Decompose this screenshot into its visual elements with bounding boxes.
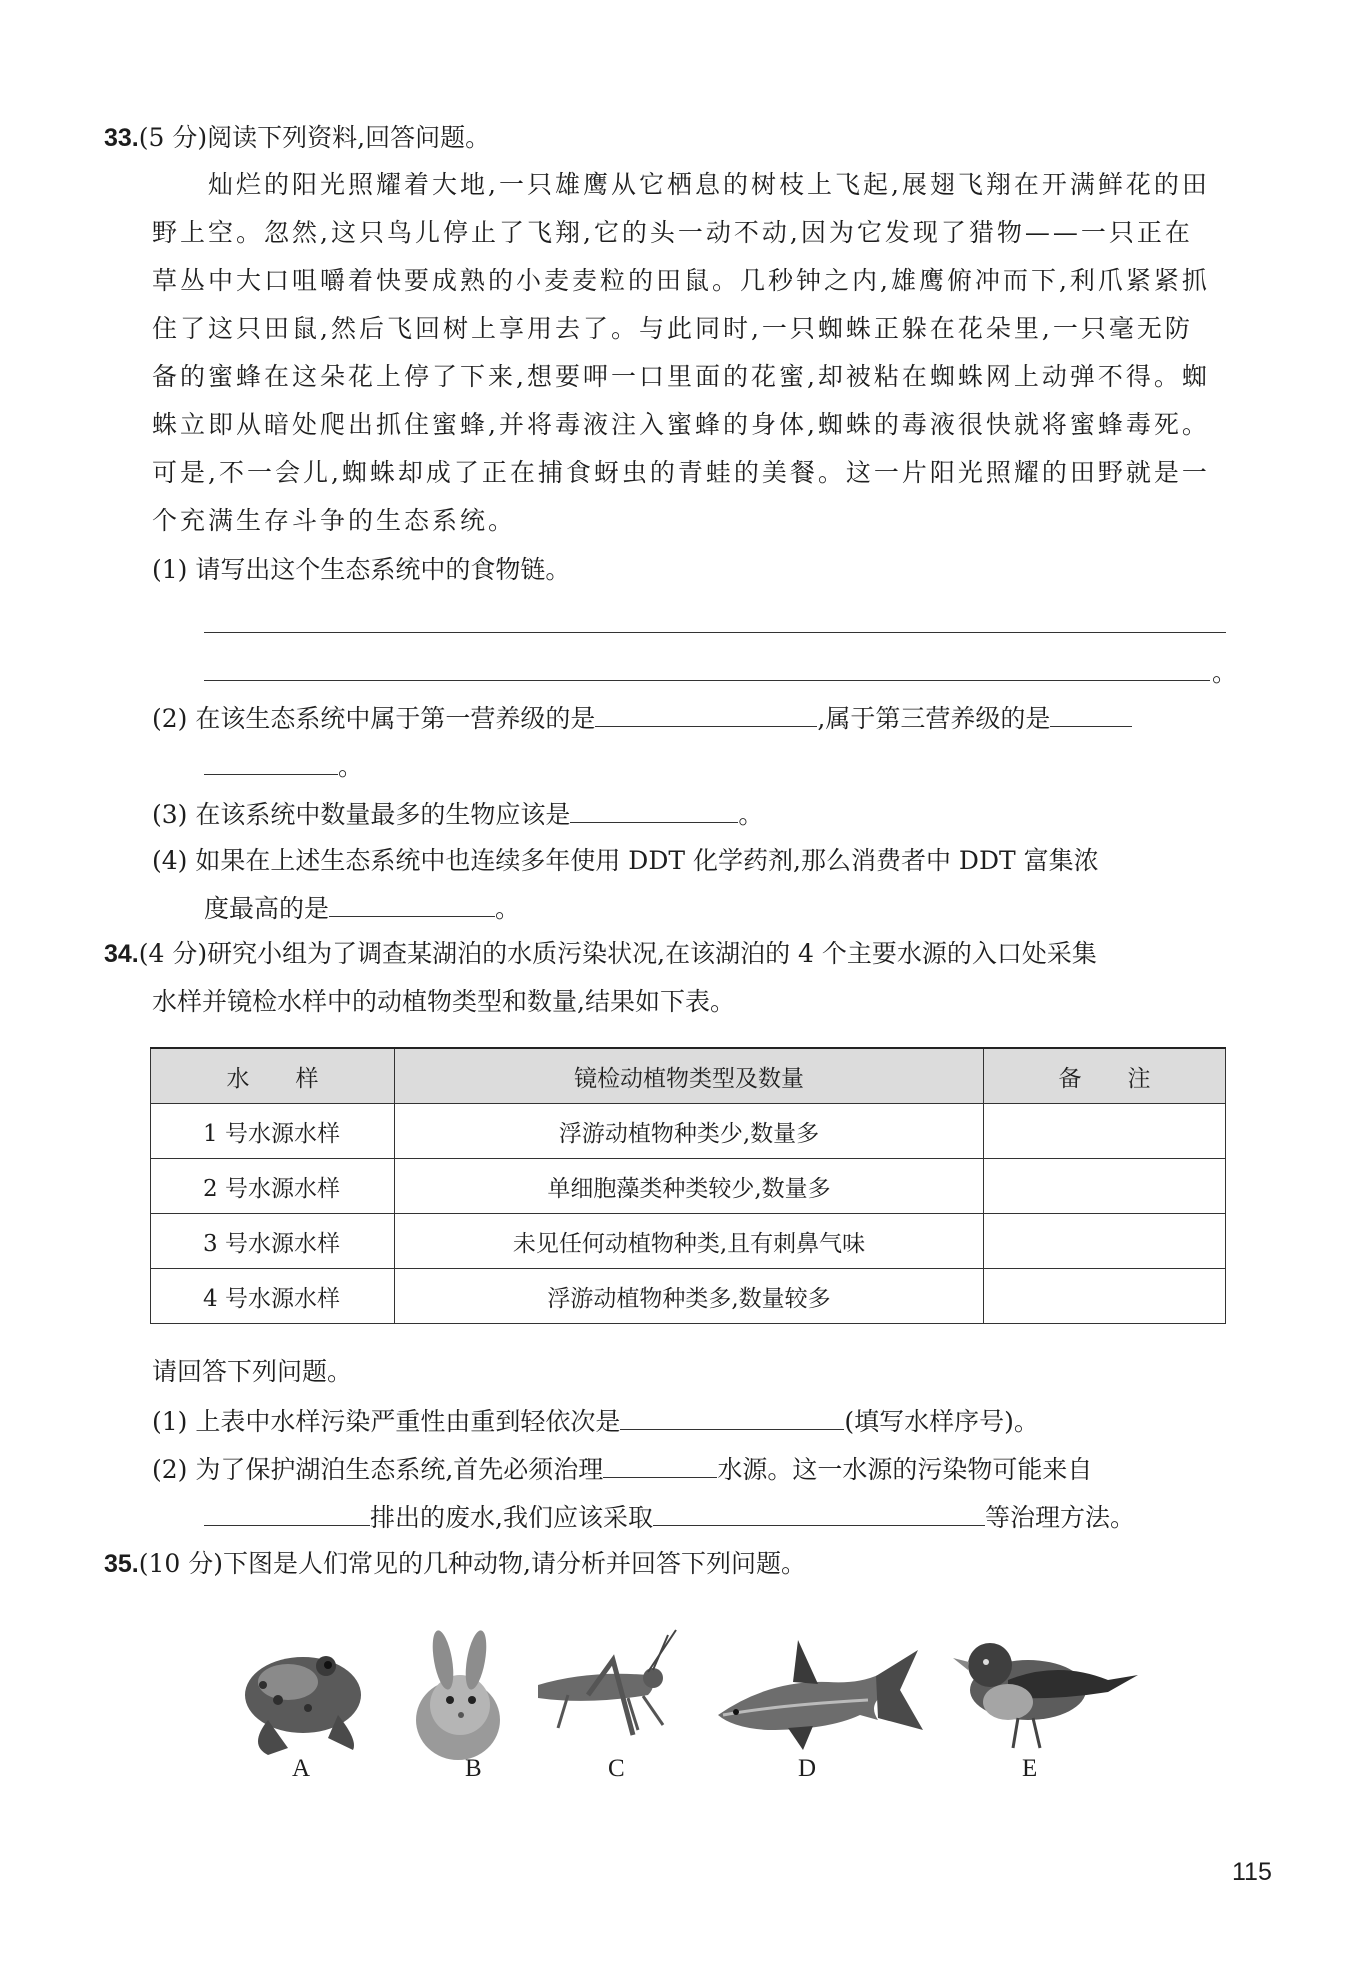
table-header-cell: 水 样 [151,1048,395,1104]
rabbit-icon [416,1629,500,1760]
table-cell[interactable] [984,1269,1226,1324]
q34-sub2-text-b: 水源。这一水源的污染物可能来自 [717,1455,1093,1484]
q33-passage-line: 个充满生存斗争的生态系统。 [152,506,517,535]
table-cell: 浮游动植物种类少,数量多 [395,1104,984,1159]
table-row [151,1104,1226,1159]
table-cell: 2 号水源水样 [151,1159,395,1214]
q33-passage-line: 备的蜜蜂在这朵花上停了下来,想要呷一口里面的花蜜,却被粘在蜘蛛网上动弹不得。蜘 [152,362,1210,391]
animal-label: B [465,1755,482,1782]
q33-header [104,121,490,155]
q33-sub4-text: 度最高的是 [204,894,330,923]
water-sample-table [150,1047,1226,1324]
q33-sub3-text: (3) 在该系统中数量最多的生物应该是 [152,800,571,829]
q34-sub2-text-c: 排出的废水,我们应该采取 [370,1503,653,1532]
q33-sub4-cont [204,890,520,926]
q35-header [104,1547,806,1581]
table-row [151,1159,1226,1214]
q34-number: 34. [104,940,139,968]
q34-stem-cont: 水样并镜检水样中的动植物类型和数量,结果如下表。 [152,987,735,1016]
q34-sub1-text-a: (1) 上表中水样污染严重性由重到轻依次是 [152,1407,621,1436]
table-header-cell: 镜检动植物类型及数量 [395,1048,984,1104]
q33-sub1: (1) 请写出这个生态系统中的食物链。 [152,555,571,584]
table-cell: 4 号水源水样 [151,1269,395,1324]
q33-passage-line: 野上空。忽然,这只鸟儿停止了飞翔,它的头一动不动,因为它发现了猎物——一只正在 [152,218,1193,247]
animal-label: C [608,1755,625,1782]
animal-label: D [798,1755,817,1782]
answer-blank[interactable] [204,1499,370,1526]
table-cell[interactable] [984,1214,1226,1269]
animal-figure [228,1620,1148,1780]
q33-passage-line: 蛛立即从暗处爬出抓住蜜蜂,并将毒液注入蜜蜂的身体,蜘蛛的毒液很快就将蜜蜂毒死。 [152,410,1210,439]
answer-blank[interactable] [653,1499,985,1526]
q35-number: 35. [104,1550,139,1578]
q33-sub1-period: 。 [1212,658,1238,687]
table-cell: 浮游动植物种类多,数量较多 [395,1269,984,1324]
q34-stem: (4 分)研究小组为了调查某湖泊的水质污染状况,在该湖泊的 4 个主要水源的入口处采集 [138,939,1097,968]
table-header-cell: 备 注 [984,1048,1226,1104]
q33-sub4: (4) 如果在上述生态系统中也连续多年使用 DDT 化学药剂,那么消费者中 DDT 富集浓 [152,846,1099,875]
table-row [151,1214,1226,1269]
q34-sub1 [152,1403,1039,1439]
table-cell: 单细胞藻类种类较少,数量多 [395,1159,984,1214]
table-cell: 3 号水源水样 [151,1214,395,1269]
q33-stem: (5 分)阅读下列资料,回答问题。 [138,123,491,152]
answer-line[interactable] [204,680,1210,681]
table-cell[interactable] [984,1159,1226,1214]
answer-blank[interactable] [603,1451,717,1478]
q34-sub2-text-d: 等治理方法。 [984,1503,1135,1532]
q34-header [104,937,1097,971]
page-number: 115 [1232,1858,1272,1886]
q33-sub4-period: 。 [495,894,521,923]
answer-blank[interactable] [204,748,338,775]
q33-passage-line: 灿烂的阳光照耀着大地,一只雄鹰从它栖息的树枝上飞起,展翅飞翔在开满鲜花的田 [208,170,1210,199]
q34-sub2 [152,1451,1092,1487]
q33-sub2-cont [204,748,363,784]
answer-blank[interactable] [595,700,817,727]
fish-icon [718,1640,923,1750]
answer-blank[interactable] [329,890,495,917]
table-row [151,1269,1226,1324]
table-cell[interactable] [984,1104,1226,1159]
q33-sub2-text-a: (2) 在该生态系统中属于第一营养级的是 [152,704,596,733]
q33-sub3-period: 。 [738,800,764,829]
answer-blank[interactable] [570,796,738,823]
q33-sub2-text-b: ,属于第三营养级的是 [817,704,1051,733]
q33-passage-line: 草丛中大口咀嚼着快要成熟的小麦麦粒的田鼠。几秒钟之内,雄鹰俯冲而下,利爪紧紧抓 [152,266,1210,295]
q33-sub2 [152,700,1132,736]
q34-sub2-text-a: (2) 为了保护湖泊生态系统,首先必须治理 [152,1455,604,1484]
frog-icon [245,1656,361,1755]
answer-blank[interactable] [620,1403,844,1430]
animal-label: A [292,1755,311,1782]
table-cell: 未见任何动植物种类,且有刺鼻气味 [395,1214,984,1269]
q33-passage-line: 可是,不一会儿,蜘蛛却成了正在捕食蚜虫的青蛙的美餐。这一片阳光照耀的田野就是一 [152,458,1210,487]
q35-stem: (10 分)下图是人们常见的几种动物,请分析并回答下列问题。 [138,1549,806,1578]
q33-passage-line: 住了这只田鼠,然后飞回树上享用去了。与此同时,一只蜘蛛正躲在花朵里,一只毫无防 [152,314,1193,343]
answer-line[interactable] [204,632,1226,633]
q34-sub1-text-b: (填写水样序号)。 [844,1407,1039,1436]
table-header-row [151,1048,1226,1104]
animal-label: E [1022,1755,1038,1782]
bird-icon [953,1643,1138,1748]
q34-sub2-cont [204,1499,1135,1535]
table-cell: 1 号水源水样 [151,1104,395,1159]
q33-sub3 [152,796,763,832]
answer-blank[interactable] [1050,700,1132,727]
q34-prompt: 请回答下列问题。 [152,1357,353,1386]
q33-sub2-period: 。 [338,752,364,781]
grasshopper-icon [538,1630,676,1735]
q33-number: 33. [104,124,139,152]
